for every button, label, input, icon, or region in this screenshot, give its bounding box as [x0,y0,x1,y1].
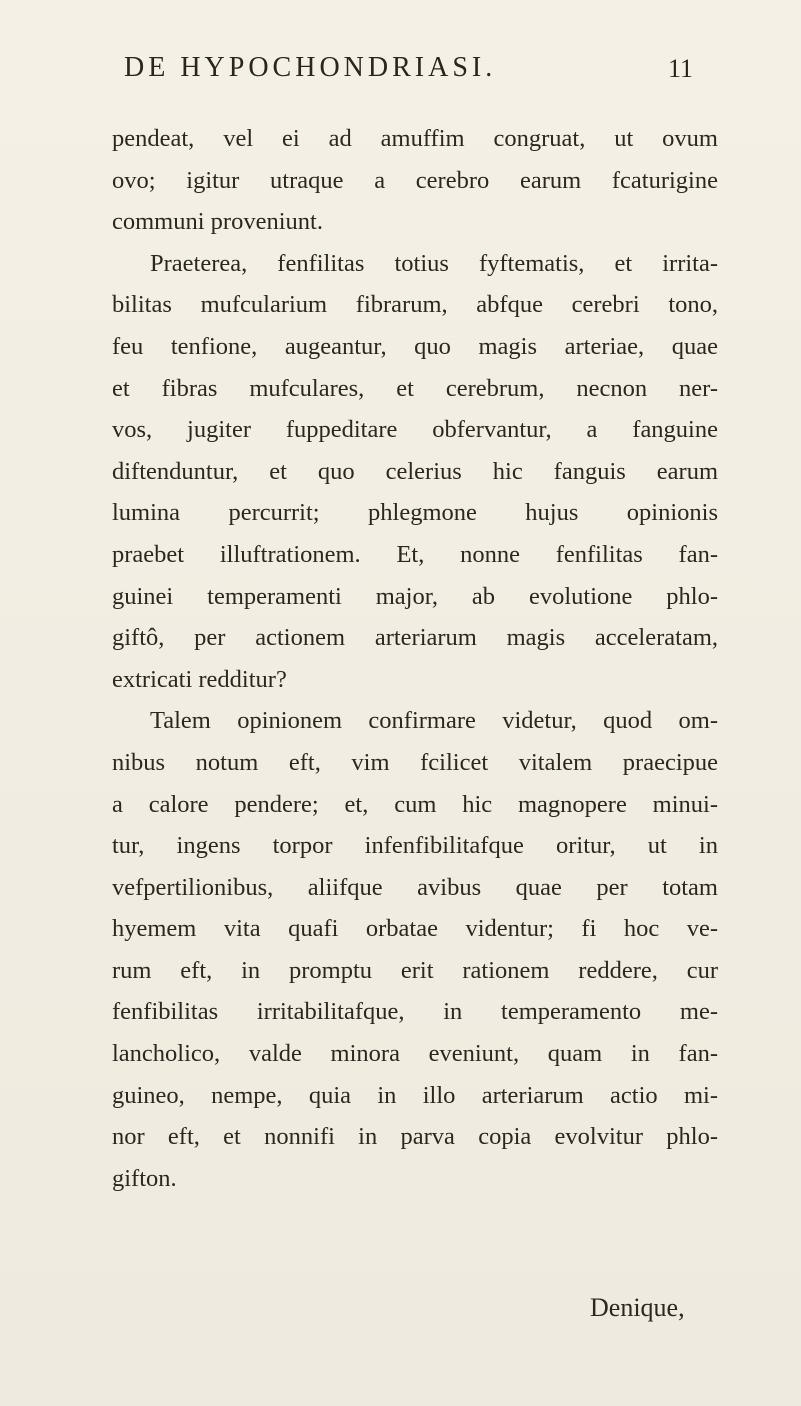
text-line: gifton. [112,1164,177,1192]
text-line: Talem opinionem confirmare videtur, quod om- [150,707,718,735]
text-line: vos, jugiter fuppeditare obfervantur, a fanguine [112,416,718,444]
text-line: ovo; igitur utraque a cerebro earum fcaturigine [112,166,718,194]
text-line: praebet illuftrationem. Et, nonne fenfilitas fan- [112,540,718,568]
text-line: rum eft, in promptu erit rationem reddere, cur [112,956,718,984]
text-line: nor eft, et nonnifi in parva copia evolvitur phlo- [112,1123,718,1151]
text-line: bilitas mufcularium fibrarum, abfque cerebri tono, [112,291,718,319]
text-line: lumina percurrit; phlegmone hujus opinionis [112,499,718,527]
text-line: pendeat, vel ei ad amuffim congruat, ut ovum [112,125,718,152]
text-line: diftenduntur, et quo celerius hic fanguis earum [112,457,718,485]
text-line: guineo, nempe, quia in illo arteriarum actio mi- [112,1081,718,1109]
text-line: communi proveniunt. [112,208,323,236]
catchword: Denique, [590,1293,685,1322]
page-number: 11 [668,54,694,83]
text-line: feu tenfione, augeantur, quo magis arteriae, quae [112,332,718,360]
text-line: Praeterea, fenfilitas totius fyftematis, et irrita- [150,249,718,277]
page-header [0,52,801,92]
text-line: fenfibilitas irritabilitafque, in temperamento me- [112,998,718,1026]
text-line: guinei temperamenti major, ab evolutione phlo- [112,582,718,610]
text-line: extricati redditur? [112,665,287,693]
text-line: lancholico, valde minora eveniunt, quam in fan- [112,1040,718,1068]
text-line: giftô, per actionem arteriarum magis acceleratam, [112,624,718,652]
body-text [112,118,718,1199]
text-line: hyemem vita quafi orbatae videntur; fi hoc ve- [112,915,718,943]
text-line: et fibras mufculares, et cerebrum, necnon ner- [112,374,718,402]
running-head: DE HYPOCHONDRIASI. [124,52,497,83]
text-line: tur, ingens torpor infenfibilitafque oritur, ut in [112,832,718,860]
text-line: nibus notum eft, vim fcilicet vitalem praecipue [112,748,718,776]
text-line: vefpertilionibus, aliifque avibus quae per totam [112,873,718,901]
text-line: a calore pendere; et, cum hic magnopere minui- [112,790,718,818]
